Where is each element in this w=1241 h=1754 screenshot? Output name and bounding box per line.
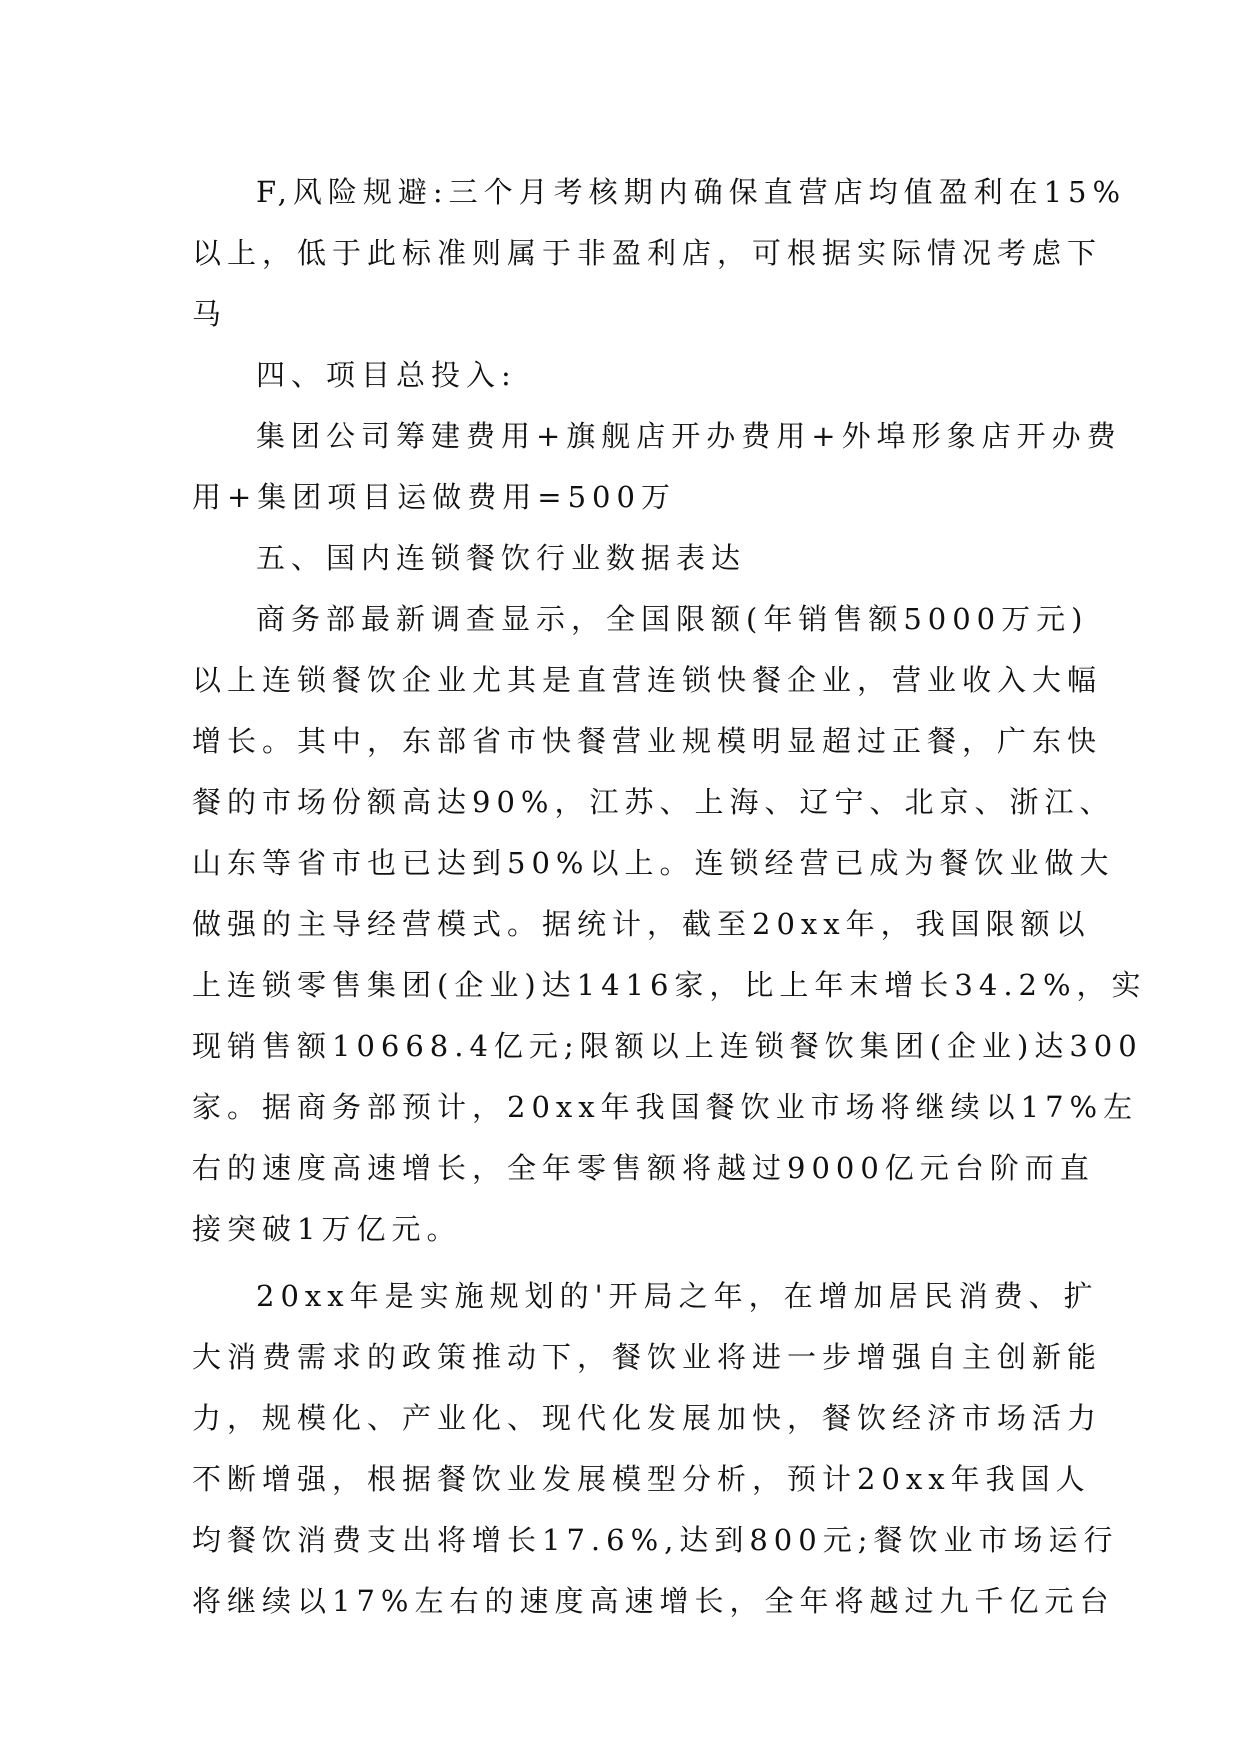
document-body bbox=[192, 162, 1147, 1632]
paragraph-line: 大消费需求的政策推动下，餐饮业将进一步增强自主创新能 bbox=[192, 1340, 1103, 1374]
paragraph-line: 以上连锁餐饮企业尤其是直营连锁快餐企业，营业收入大幅 bbox=[192, 663, 1103, 697]
paragraph-line: 上连锁零售集团(企业)达1416家，比上年末增长34.2%，实 bbox=[192, 968, 1147, 1002]
paragraph-line: 右的速度高速增长，全年零售额将越过9000亿元台阶而直 bbox=[192, 1151, 1095, 1185]
paragraph-line: 20xx年是实施规划的'开局之年，在增加居民消费、扩 bbox=[256, 1279, 1099, 1313]
paragraph-line: 以上，低于此标准则属于非盈利店，可根据实际情况考虑下 bbox=[192, 236, 1103, 270]
paragraph-line: 用+集团项目运做费用=500万 bbox=[192, 480, 676, 514]
paragraph-line: 商务部最新调查显示，全国限额(年销售额5000万元) bbox=[256, 602, 1089, 636]
paragraph-line: F,风险规避:三个月考核期内确保直营店均值盈利在15% bbox=[256, 175, 1127, 209]
paragraph-line: 马 bbox=[192, 297, 228, 331]
paragraph-line: 力，规模化、产业化、现代化发展加快，餐饮经济市场活力 bbox=[192, 1401, 1103, 1435]
paragraph-line: 将继续以17%左右的速度高速增长，全年将越过九千亿元台 bbox=[192, 1584, 1115, 1618]
paragraph-line: 山东等省市也已达到50%以上。连锁经营已成为餐饮业做大 bbox=[192, 846, 1115, 880]
paragraph-line: 做强的主导经营模式。据统计，截至20xx年，我国限额以 bbox=[192, 907, 1091, 941]
paragraph-line: 增长。其中，东部省市快餐营业规模明显超过正餐，广东快 bbox=[192, 724, 1103, 758]
section-heading: 四、项目总投入: bbox=[256, 358, 517, 392]
paragraph-line: 接突破1万亿元。 bbox=[192, 1212, 462, 1246]
paragraph-line: 均餐饮消费支出将增长17.6%,达到800元;餐饮业市场运行 bbox=[192, 1523, 1119, 1557]
paragraph-line: 餐的市场份额高达90%，江苏、上海、辽宁、北京、浙江、 bbox=[192, 785, 1115, 819]
paragraph-line: 家。据商务部预计，20xx年我国餐饮业市场将继续以17%左 bbox=[192, 1090, 1139, 1124]
paragraph-line: 现销售额10668.4亿元;限额以上连锁餐饮集团(企业)达300 bbox=[192, 1029, 1143, 1063]
paragraph-line: 不断增强，根据餐饮业发展模型分析，预计20xx年我国人 bbox=[192, 1462, 1091, 1496]
section-heading: 五、国内连锁餐饮行业数据表达 bbox=[256, 541, 747, 575]
paragraph-line: 集团公司筹建费用+旗舰店开办费用+外埠形象店开办费 bbox=[256, 419, 1122, 453]
